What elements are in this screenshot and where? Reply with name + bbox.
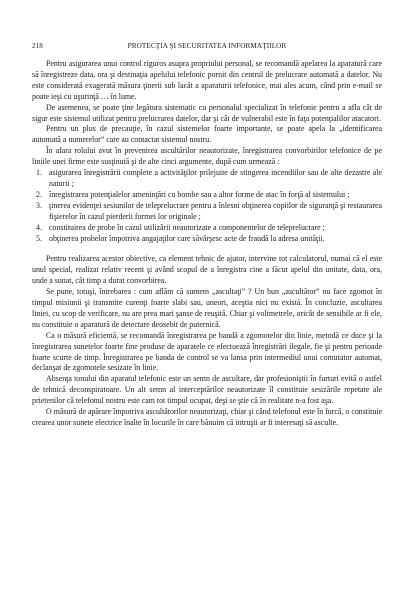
list-item <box>32 234 382 245</box>
body-paragraph: În afara rolului avut în prevenirea ascultărilor neautorizate, înregistrarea convorbirilor telefonice de pe liniile unei firme este susţinută şi de alte cinci argumente, după cum urmează : <box>32 146 382 167</box>
list-item-number: 4. <box>36 222 42 232</box>
body-paragraph: O măsură de apărare împotriva ascultătorilor neautorizaţi, chiar şi când telefonul este în furcă, o constituie crearea unor sunete electrice înalte în locurile în care bănuim că intruşii ar fi interesaţi să asculte. <box>32 407 382 427</box>
body-paragraph: De asemenea, se poate ţine legătura sistematic cu personalul specializat în telefonie pentru a afla cât de sigur este sistemul utilizat pentru prelucrarea datelor, dar şi cât de vulnerabil este în faţa potenţialilor atacatori. <box>32 102 382 123</box>
list-item-text: constituirea de probe în cazul utilizării neautorizate a componentelor de teleprelucrare ; <box>49 222 325 232</box>
list-item <box>32 223 382 234</box>
section-telephone-control <box>32 59 382 244</box>
body-paragraph: Absenţa tonului din aparatul telefonic este un semn de ascultare, dar profesioniştii în furturi evită o astfel de tehnică deconspiratoare. Un alt semn al interceptărilor neautorizate îl constituie sesizările repetate ale prietenilor că telefonul nostru este cam tot timpul ocupat, deşi se ştie că în realitate n-a fost aşa. <box>32 374 382 406</box>
arguments-list <box>32 168 382 244</box>
list-item-number: 5. <box>36 233 42 243</box>
body-paragraph: Pentru asigurarea unui control riguros asupra propriului personal, se recomandă apelarea la aparatură care să înregistreze data, ora şi destinaţia apelului telefonic pornit din centrul de prelucrare automată a datelor. Nu este considerată exagerată măsura ţinerii sub lacăt a aparaturii telefonice, mai ales acum, când prin e-mail se poate ieşi cu uşurinţă … în lume. <box>32 59 382 101</box>
list-item-text: ţinerea evidenţei sesiunilor de teleprelucrare pentru a înlesni obţinerea copiilor de siguranţă şi restaurarea fişierelor în cazul pierderii formei lor originale ; <box>49 200 382 221</box>
list-item-text: obţinerea probelor împotriva angajaţilor care săvârşesc acte de fraudă la adresa unităţii. <box>49 233 325 243</box>
body-paragraph: Ca o măsură eficientă, se recomandă înregistrarea pe bandă a zgomotelor din linie, metodă ce duce şi la înregistrarea sunetelor foarte fine produse de aparatele ce efectuează înregistrări ilegale, fie şi pentru perioade foarte scurte de timp. Înregistrarea pe banda de control se va lansa prin intermediul unui comutator automat, declanşat de zgomotele sesizate în linie. <box>32 330 382 373</box>
list-item-number: 1. <box>36 168 42 178</box>
list-item-text: asigurarea înregistrării complete a activităţilor prilejuite de stingerea incendiilor sau de alte dezastre ale naturii ; <box>49 168 382 188</box>
list-item-number: 2. <box>36 189 42 199</box>
page-header <box>32 40 382 52</box>
list-item <box>32 168 382 190</box>
list-item-number: 3. <box>36 200 42 210</box>
list-item-text: înregistrarea potenţialelor ameninţări cu bombe sau a altor forme de atac în forţă al sistemului ; <box>49 189 350 199</box>
list-item <box>32 201 382 223</box>
list-item <box>32 190 382 201</box>
body-paragraph: Se pune, totuşi, întrebarea : cum aflăm că suntem „ascultaţi” ? Un bun „ascultător” nu face zgomot în timpul misiunii şi transmite curenţi foarte slabi sau, uneori, aceştia nici nu există. În concluzie, ascultarea liniei, cu scop de verificare, nu are prea mari şanse de reuşită. Chiar şi voltmetrele, oricât de sensibile ar fi ele, nu constituie o aparatură de detectare deosebit de puternică. <box>32 287 382 329</box>
running-title: PROTECŢIA ŞI SECURITATEA INFORMAŢIILOR <box>127 42 287 50</box>
page-number: 218 <box>32 42 43 50</box>
section-eavesdropping-detection <box>32 254 382 429</box>
section-spacer <box>32 244 382 254</box>
body-paragraph: Pentru realizarea acestor obiective, ca element tehnic de ajutor, intervine tot calculatorul, numai că el este unul special, realizat relativ recent şi având scopul de a înregistra cine a făcut apelul din unitate, data, ora, unde a sunat, cât timp a durat convorbirea. <box>32 254 382 286</box>
body-paragraph: Pentru un plus de precauţie, în cazul sistemelor foarte importante, se poate apela la „identificarea automată a numerelor” care au contactat sistemul nostru. <box>32 124 382 145</box>
